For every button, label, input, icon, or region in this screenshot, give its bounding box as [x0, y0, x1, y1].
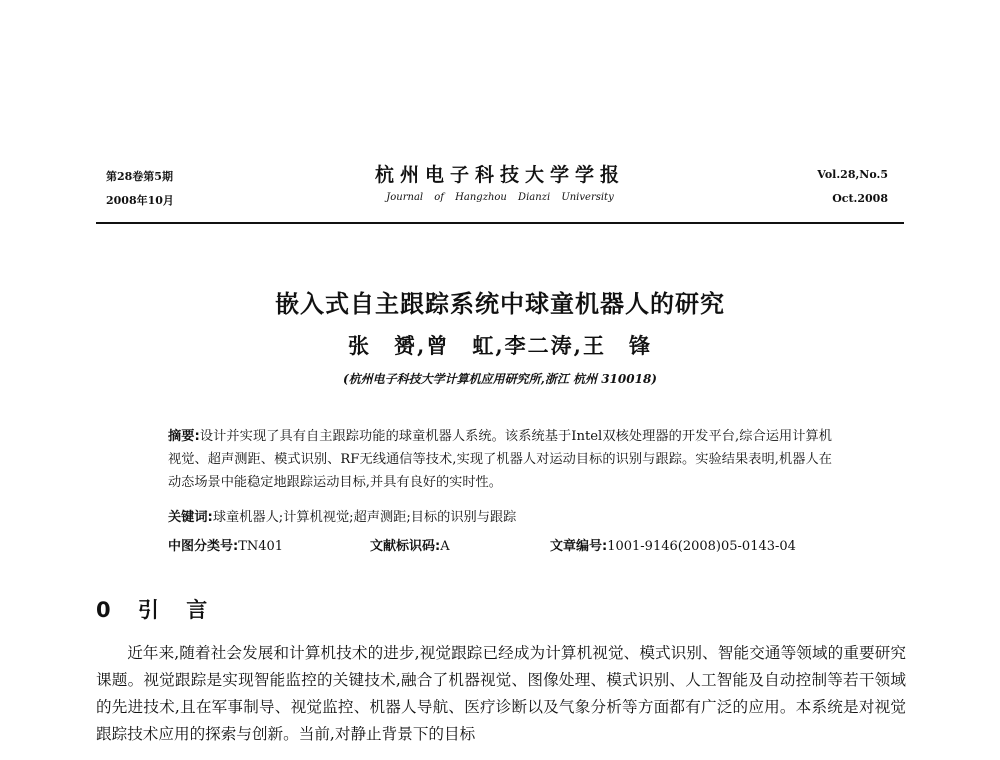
issue-number: 第28卷第5期 [106, 170, 173, 183]
affiliation: (杭州电子科技大学计算机应用研究所,浙江 杭州 310018) [343, 372, 657, 386]
section-body: 近年来,随着社会发展和计算机技术的进步,视觉跟踪已经成为计算机视觉、模式识别、智能交通等领域的重要研究课题。视觉跟踪是实现智能监控的关键技术,融合了机器视觉、图像处理、模式识别、人工智能及自动控制等若干领域的先进技术,且在军事制导、视觉监控、机器人导航、医疗诊断以及气象分析等方面都有广泛的应用。本系统是对视觉跟踪技术应用的探索与创新。当前,对静止背景下的目标 [96, 644, 906, 743]
paper-title: 嵌入式自主跟踪系统中球童机器人的研究 [275, 290, 725, 318]
volume-date: Oct.2008 [832, 192, 888, 205]
abstract-label: 摘要: [168, 429, 200, 444]
journal-title-en: Journal of Hangzhou Dianzi University [386, 192, 614, 203]
article-number-label: 文章编号: [550, 539, 608, 554]
abstract-text: 设计并实现了具有自主跟踪功能的球童机器人系统。该系统基于Intel双核处理器的开发平台,综合运用计算机视觉、超声测距、模式识别、RF无线通信等技术,实现了机器人对运动目标的识别与跟踪。实验结果表明,机器人在动态场景中能稳定地跟踪运动目标,并具有良好的实时性。 [168, 429, 832, 490]
keywords [168, 506, 516, 525]
journal-title-cn: 杭州电子科技大学学报 [374, 164, 625, 186]
abstract [168, 425, 832, 494]
clc-label: 中图分类号: [168, 539, 239, 554]
doc-code-label: 文献标识码: [370, 539, 441, 554]
section-heading: 0 引 言 [96, 598, 218, 622]
keywords-text: 球童机器人;计算机视觉;超声测距;目标的识别与跟踪 [212, 510, 517, 525]
article-number [550, 535, 796, 554]
volume-number: Vol.28,No.5 [817, 168, 888, 181]
article-number-value: 1001-9146(2008)05-0143-04 [607, 539, 796, 554]
issue-date: 2008年10月 [106, 194, 174, 207]
authors: 张 赟,曾 虹,李二涛,王 锋 [348, 333, 652, 358]
document-code [370, 535, 450, 554]
doc-code-value: A [440, 539, 450, 554]
header-rule [96, 222, 904, 224]
clc-number [168, 535, 283, 554]
keywords-label: 关键词: [168, 510, 213, 525]
clc-value: TN401 [238, 539, 284, 554]
